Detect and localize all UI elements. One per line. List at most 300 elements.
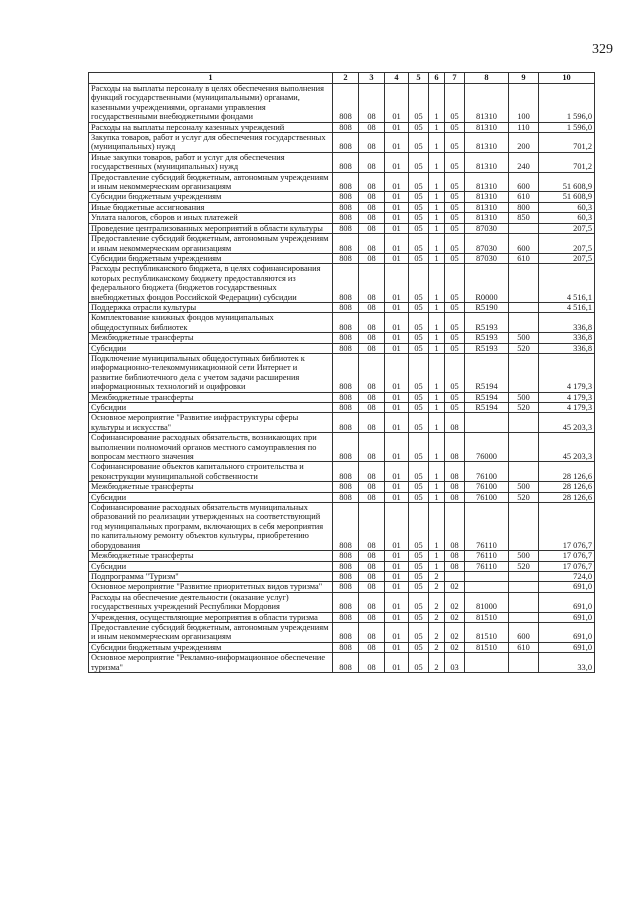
code-cell: R5194 (465, 353, 509, 392)
code-cell: 01 (385, 492, 409, 502)
code-cell: 520 (509, 343, 539, 353)
code-cell: 05 (409, 234, 429, 254)
code-cell: 500 (509, 551, 539, 561)
budget-table (88, 72, 595, 673)
code-cell: 05 (409, 202, 429, 212)
code-cell: 808 (333, 571, 359, 581)
code-cell: 1 (429, 172, 445, 192)
code-cell: 08 (359, 642, 385, 652)
table-row (89, 253, 595, 263)
code-cell: 808 (333, 302, 359, 312)
code-cell: 01 (385, 571, 409, 581)
code-cell: 01 (385, 234, 409, 254)
code-cell (509, 353, 539, 392)
code-cell: 81310 (465, 84, 509, 123)
code-cell: 808 (333, 343, 359, 353)
code-cell: 76110 (465, 503, 509, 551)
code-cell: 05 (409, 622, 429, 642)
table-row (89, 84, 595, 123)
code-cell: 08 (359, 551, 385, 561)
code-cell: 08 (359, 571, 385, 581)
code-cell: 1 (429, 392, 445, 402)
code-cell: 1 (429, 492, 445, 502)
code-cell: 808 (333, 264, 359, 303)
amount-cell: 17 076,7 (539, 551, 595, 561)
row-name-cell: Субсидии (89, 492, 333, 502)
code-cell: 81000 (465, 592, 509, 612)
code-cell: 01 (385, 482, 409, 492)
code-cell: 2 (429, 571, 445, 581)
code-cell: 05 (409, 313, 429, 333)
code-cell: 808 (333, 353, 359, 392)
code-cell: 02 (445, 582, 465, 592)
code-cell: 05 (409, 551, 429, 561)
table-row (89, 653, 595, 673)
code-cell: 05 (409, 413, 429, 433)
code-cell: 05 (445, 172, 465, 192)
table-row (89, 622, 595, 642)
code-cell: 808 (333, 433, 359, 462)
row-name-cell: Подключение муниципальных общедоступных библиотек к информационно-телекоммуникационной сети Интернет и развитие библиотечного дела с учетом задачи расширения информационных технологий и оцифровки (89, 353, 333, 392)
table-row (89, 462, 595, 482)
code-cell: 08 (359, 653, 385, 673)
code-cell: 05 (409, 333, 429, 343)
table-row (89, 122, 595, 132)
code-cell: 1 (429, 264, 445, 303)
code-cell: 05 (409, 503, 429, 551)
code-cell: 1 (429, 413, 445, 433)
code-cell: 05 (445, 213, 465, 223)
table-row (89, 223, 595, 233)
row-name-cell: Межбюджетные трансферты (89, 551, 333, 561)
table-row (89, 313, 595, 333)
code-cell: 08 (359, 492, 385, 502)
code-cell: 808 (333, 202, 359, 212)
code-cell (509, 413, 539, 433)
amount-cell: 51 608,9 (539, 192, 595, 202)
amount-cell: 207,5 (539, 223, 595, 233)
code-cell: 81310 (465, 152, 509, 172)
code-cell: 1 (429, 433, 445, 462)
amount-cell: 336,8 (539, 333, 595, 343)
code-cell: 08 (359, 353, 385, 392)
table-row (89, 343, 595, 353)
code-cell: 1 (429, 302, 445, 312)
table-row (89, 213, 595, 223)
code-cell: 808 (333, 482, 359, 492)
code-cell: 600 (509, 622, 539, 642)
code-cell: 1 (429, 403, 445, 413)
table-row (89, 234, 595, 254)
amount-cell: 28 126,6 (539, 492, 595, 502)
amount-cell: 17 076,7 (539, 503, 595, 551)
amount-cell: 4 516,1 (539, 264, 595, 303)
code-cell: 08 (359, 313, 385, 333)
code-cell: 1 (429, 202, 445, 212)
code-cell: 08 (359, 462, 385, 482)
code-cell: 05 (445, 353, 465, 392)
table-row (89, 612, 595, 622)
code-cell: 850 (509, 213, 539, 223)
row-name-cell: Подпрограмма "Туризм" (89, 571, 333, 581)
row-name-cell: Субсидии (89, 403, 333, 413)
code-cell (465, 582, 509, 592)
code-cell (509, 592, 539, 612)
code-cell: 01 (385, 403, 409, 413)
code-cell: 01 (385, 582, 409, 592)
code-cell: 08 (445, 503, 465, 551)
amount-cell: 724,0 (539, 571, 595, 581)
code-cell: 05 (409, 223, 429, 233)
code-cell: 500 (509, 392, 539, 402)
table-row (89, 551, 595, 561)
code-cell: 08 (359, 213, 385, 223)
code-cell: 87030 (465, 234, 509, 254)
code-cell: 05 (409, 343, 429, 353)
code-cell: 05 (445, 392, 465, 402)
code-cell: 01 (385, 302, 409, 312)
code-cell: 808 (333, 122, 359, 132)
code-cell (509, 571, 539, 581)
code-cell: 05 (409, 392, 429, 402)
code-cell: 01 (385, 313, 409, 333)
code-cell: 02 (445, 612, 465, 622)
row-name-cell: Субсидии бюджетным учреждениям (89, 192, 333, 202)
code-cell: 08 (359, 302, 385, 312)
row-name-cell: Софинансирование объектов капитального строительства и реконструкции муниципальной собственности (89, 462, 333, 482)
code-cell: 808 (333, 551, 359, 561)
code-cell: 808 (333, 192, 359, 202)
code-cell: 01 (385, 202, 409, 212)
code-cell: 808 (333, 313, 359, 333)
code-cell: 76110 (465, 561, 509, 571)
code-cell: 08 (359, 392, 385, 402)
code-cell: 08 (359, 172, 385, 192)
code-cell: 1 (429, 122, 445, 132)
code-cell (509, 582, 539, 592)
code-cell: 808 (333, 152, 359, 172)
column-header: 2 (333, 73, 359, 84)
table-row (89, 133, 595, 153)
code-cell: 05 (445, 223, 465, 233)
row-name-cell: Основное мероприятие "Развитие инфраструктуры сферы культуры и искусства" (89, 413, 333, 433)
amount-cell: 701,2 (539, 152, 595, 172)
code-cell: 01 (385, 612, 409, 622)
code-cell: 05 (409, 592, 429, 612)
code-cell: 1 (429, 223, 445, 233)
code-cell: 08 (359, 482, 385, 492)
table-row (89, 152, 595, 172)
code-cell (465, 653, 509, 673)
row-name-cell: Субсидии бюджетным учреждениям (89, 253, 333, 263)
code-cell: 610 (509, 642, 539, 652)
amount-cell: 28 126,6 (539, 482, 595, 492)
code-cell: 800 (509, 202, 539, 212)
code-cell: 05 (409, 302, 429, 312)
code-cell: R5194 (465, 403, 509, 413)
code-cell: 1 (429, 353, 445, 392)
code-cell: 08 (359, 152, 385, 172)
code-cell: 01 (385, 172, 409, 192)
code-cell: 81310 (465, 213, 509, 223)
amount-cell: 691,0 (539, 582, 595, 592)
code-cell: 01 (385, 413, 409, 433)
code-cell: 08 (359, 223, 385, 233)
amount-cell: 17 076,7 (539, 561, 595, 571)
code-cell: 01 (385, 622, 409, 642)
code-cell: 808 (333, 392, 359, 402)
code-cell: 05 (409, 353, 429, 392)
code-cell: 05 (445, 302, 465, 312)
row-name-cell: Межбюджетные трансферты (89, 482, 333, 492)
code-cell: 1 (429, 84, 445, 123)
code-cell: R5193 (465, 343, 509, 353)
code-cell: 05 (445, 133, 465, 153)
code-cell: 1 (429, 462, 445, 482)
code-cell: 05 (445, 202, 465, 212)
code-cell: 2 (429, 653, 445, 673)
code-cell: R0000 (465, 264, 509, 303)
code-cell: 808 (333, 642, 359, 652)
code-cell: 01 (385, 592, 409, 612)
code-cell: 01 (385, 653, 409, 673)
code-cell: 01 (385, 433, 409, 462)
table-row (89, 333, 595, 343)
row-name-cell: Расходы на выплаты персоналу в целях обеспечения выполнения функций государственными (муниципальными) органами, казенными учреждениями, органами управления государственными внебюджетными фондами (89, 84, 333, 123)
code-cell: 81310 (465, 133, 509, 153)
code-cell: 76100 (465, 482, 509, 492)
code-cell: 08 (445, 551, 465, 561)
code-cell: 01 (385, 503, 409, 551)
row-name-cell: Иные закупки товаров, работ и услуг для обеспечения государственных (муниципальных) нужд (89, 152, 333, 172)
code-cell: 01 (385, 253, 409, 263)
row-name-cell: Предоставление субсидий бюджетным, автономным учреждениям и иным некоммерческим организациям (89, 622, 333, 642)
code-cell: 08 (445, 462, 465, 482)
code-cell: 01 (385, 353, 409, 392)
code-cell: 1 (429, 551, 445, 561)
code-cell: 1 (429, 192, 445, 202)
code-cell: 08 (445, 433, 465, 462)
code-cell: 100 (509, 84, 539, 123)
code-cell: 08 (359, 413, 385, 433)
amount-cell: 336,8 (539, 343, 595, 353)
code-cell (445, 571, 465, 581)
table-row (89, 642, 595, 652)
code-cell: 1 (429, 133, 445, 153)
code-cell: 808 (333, 172, 359, 192)
amount-cell: 4 516,1 (539, 302, 595, 312)
row-name-cell: Проведение централизованных мероприятий в области культуры (89, 223, 333, 233)
amount-cell: 60,3 (539, 202, 595, 212)
code-cell: 200 (509, 133, 539, 153)
code-cell: 808 (333, 492, 359, 502)
code-cell: 1 (429, 561, 445, 571)
table-row (89, 302, 595, 312)
code-cell: 520 (509, 492, 539, 502)
code-cell: 08 (359, 234, 385, 254)
code-cell: 01 (385, 462, 409, 482)
code-cell: R5193 (465, 333, 509, 343)
code-cell: 05 (409, 172, 429, 192)
table-row (89, 353, 595, 392)
code-cell: 05 (409, 582, 429, 592)
code-cell: 02 (445, 642, 465, 652)
amount-cell: 691,0 (539, 642, 595, 652)
table-row (89, 403, 595, 413)
column-header: 8 (465, 73, 509, 84)
code-cell: 05 (445, 343, 465, 353)
column-header: 7 (445, 73, 465, 84)
code-cell: 1 (429, 482, 445, 492)
code-cell: 01 (385, 223, 409, 233)
code-cell: 01 (385, 264, 409, 303)
code-cell: 08 (359, 503, 385, 551)
code-cell: 2 (429, 622, 445, 642)
header-row (89, 73, 595, 84)
table-row (89, 482, 595, 492)
code-cell (509, 264, 539, 303)
code-cell: 05 (409, 612, 429, 622)
row-name-cell: Субсидии (89, 343, 333, 353)
code-cell (509, 433, 539, 462)
code-cell: 05 (409, 492, 429, 502)
code-cell: R5193 (465, 313, 509, 333)
table-row (89, 172, 595, 192)
code-cell: 81310 (465, 122, 509, 132)
code-cell: 08 (359, 612, 385, 622)
code-cell: R5190 (465, 302, 509, 312)
code-cell: 808 (333, 333, 359, 343)
row-name-cell: Софинансирование расходных обязательств муниципальных образований по реализации утвержденных на соответствующий год муниципальных программ, включающих в себя мероприятия по капитальному ремонту объектов культуры, приобретению оборудования (89, 503, 333, 551)
code-cell: 08 (359, 343, 385, 353)
code-cell: 01 (385, 343, 409, 353)
code-cell: 05 (409, 642, 429, 652)
table-row (89, 582, 595, 592)
row-name-cell: Поддержка отрасли культуры (89, 302, 333, 312)
code-cell: 2 (429, 582, 445, 592)
code-cell: 08 (359, 264, 385, 303)
code-cell: 05 (409, 213, 429, 223)
code-cell: 05 (409, 433, 429, 462)
code-cell: 1 (429, 343, 445, 353)
code-cell: 05 (445, 234, 465, 254)
amount-cell: 701,2 (539, 133, 595, 153)
code-cell: 02 (445, 592, 465, 612)
code-cell: 1 (429, 503, 445, 551)
code-cell: 08 (359, 592, 385, 612)
table-row (89, 392, 595, 402)
code-cell: 05 (445, 264, 465, 303)
row-name-cell: Расходы на выплаты персоналу казенных учреждений (89, 122, 333, 132)
code-cell: R5194 (465, 392, 509, 402)
code-cell (509, 503, 539, 551)
amount-cell: 691,0 (539, 622, 595, 642)
amount-cell: 691,0 (539, 612, 595, 622)
column-header: 10 (539, 73, 595, 84)
code-cell: 08 (359, 403, 385, 413)
code-cell: 808 (333, 582, 359, 592)
code-cell: 08 (359, 582, 385, 592)
code-cell: 05 (409, 84, 429, 123)
code-cell: 808 (333, 503, 359, 551)
code-cell: 808 (333, 561, 359, 571)
table-row (89, 202, 595, 212)
table-row (89, 192, 595, 202)
row-name-cell: Межбюджетные трансферты (89, 333, 333, 343)
row-name-cell: Расходы республиканского бюджета, в целях софинансирования которых республиканскому бюджету предоставляются из федерального бюджета (бюджетов государственных внебюджетных фондов Российской Федерации) субсидии (89, 264, 333, 303)
code-cell: 01 (385, 122, 409, 132)
code-cell: 05 (409, 561, 429, 571)
amount-cell: 4 179,3 (539, 403, 595, 413)
code-cell (509, 462, 539, 482)
code-cell: 2 (429, 592, 445, 612)
code-cell: 05 (445, 84, 465, 123)
code-cell: 2 (429, 612, 445, 622)
code-cell: 08 (359, 133, 385, 153)
code-cell: 76000 (465, 433, 509, 462)
amount-cell: 207,5 (539, 253, 595, 263)
code-cell: 05 (445, 253, 465, 263)
code-cell: 01 (385, 133, 409, 153)
row-name-cell: Основное мероприятие "Развитие приоритетных видов туризма" (89, 582, 333, 592)
row-name-cell: Предоставление субсидий бюджетным, автономным учреждениям и иным некоммерческим организациям (89, 172, 333, 192)
row-name-cell: Закупка товаров, работ и услуг для обеспечения государственных (муниципальных) нужд (89, 133, 333, 153)
row-name-cell: Уплата налогов, сборов и иных платежей (89, 213, 333, 223)
code-cell: 808 (333, 413, 359, 433)
amount-cell: 4 179,3 (539, 353, 595, 392)
code-cell: 500 (509, 333, 539, 343)
code-cell: 520 (509, 561, 539, 571)
code-cell (509, 302, 539, 312)
amount-cell: 45 203,3 (539, 433, 595, 462)
code-cell: 1 (429, 313, 445, 333)
column-header: 4 (385, 73, 409, 84)
code-cell: 240 (509, 152, 539, 172)
code-cell: 01 (385, 642, 409, 652)
table-row (89, 503, 595, 551)
code-cell: 05 (409, 571, 429, 581)
code-cell: 76100 (465, 492, 509, 502)
code-cell: 05 (409, 403, 429, 413)
code-cell: 600 (509, 234, 539, 254)
code-cell: 808 (333, 462, 359, 482)
code-cell: 81310 (465, 172, 509, 192)
code-cell: 01 (385, 561, 409, 571)
code-cell: 05 (445, 403, 465, 413)
code-cell: 808 (333, 612, 359, 622)
amount-cell: 336,8 (539, 313, 595, 333)
code-cell: 81510 (465, 622, 509, 642)
code-cell: 05 (409, 253, 429, 263)
column-header: 6 (429, 73, 445, 84)
row-name-cell: Межбюджетные трансферты (89, 392, 333, 402)
code-cell: 81310 (465, 202, 509, 212)
code-cell: 05 (409, 264, 429, 303)
code-cell: 05 (409, 122, 429, 132)
code-cell: 08 (359, 202, 385, 212)
code-cell: 08 (445, 413, 465, 433)
code-cell: 01 (385, 152, 409, 172)
column-header: 3 (359, 73, 385, 84)
code-cell: 08 (359, 122, 385, 132)
code-cell: 08 (445, 561, 465, 571)
code-cell: 01 (385, 392, 409, 402)
code-cell: 05 (445, 152, 465, 172)
row-name-cell: Софинансирование расходных обязательств, возникающих при выполнении полномочий органов местного самоуправления по вопросам местного значения (89, 433, 333, 462)
column-header: 9 (509, 73, 539, 84)
column-header: 1 (89, 73, 333, 84)
code-cell: 610 (509, 192, 539, 202)
